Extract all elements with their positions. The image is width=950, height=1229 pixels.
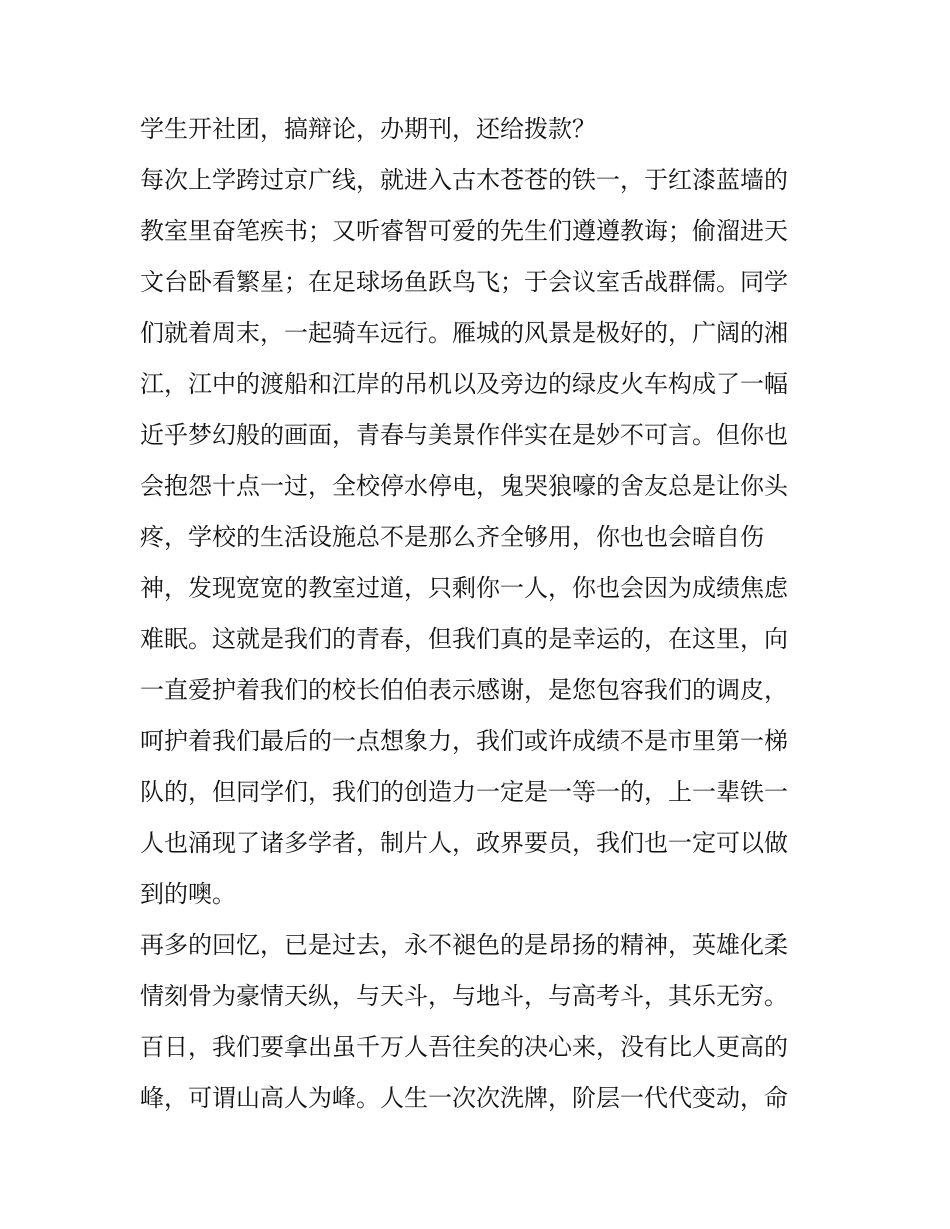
body-text: [140, 104, 820, 1124]
text-line: 峰，可谓山高人为峰。人生一次次洗牌，阶层一代代变动，命: [140, 1084, 788, 1112]
text-line: 队的，但同学们，我们的创造力一定是一等一的，上一辈铁一: [140, 778, 788, 806]
text-line: 近乎梦幻般的画面，青春与美景作伴实在是妙不可言。但你也: [140, 421, 788, 449]
text-line: 情刻骨为豪情天纵，与天斗，与地斗，与高考斗，其乐无穷。: [140, 982, 788, 1010]
text-line: 教室里奋笔疾书；又听睿智可爱的先生们遵遵教诲；偷溜进天: [140, 217, 788, 245]
text-line: 疼，学校的生活设施总不是那么齐全够用，你也也会暗自伤: [140, 523, 764, 551]
text-line: 再多的回忆，已是过去，永不褪色的是昂扬的精神，英雄化柔: [140, 931, 788, 959]
text-line: 会抱怨十点一过，全校停水停电，鬼哭狼嚎的舍友总是让你头: [140, 472, 788, 500]
text-line: 神，发现宽宽的教室过道，只剩你一人，你也会因为成绩焦虑: [140, 574, 788, 602]
text-line: 们就着周末，一起骑车远行。雁城的风景是极好的，广阔的湘: [140, 319, 788, 347]
text-line: 一直爱护着我们的校长伯伯表示感谢，是您包容我们的调皮，: [140, 676, 788, 704]
text-line: 呵护着我们最后的一点想象力，我们或许成绩不是市里第一梯: [140, 727, 788, 755]
text-line: 人也涌现了诸多学者，制片人，政界要员，我们也一定可以做: [140, 829, 788, 857]
text-line: 学生开社团，搞辩论，办期刊，还给拨款？: [140, 115, 596, 143]
text-line: 每次上学跨过京广线，就进入古木苍苍的铁一，于红漆蓝墙的: [140, 166, 788, 194]
text-line: 文台卧看繁星；在足球场鱼跃鸟飞；于会议室舌战群儒。同学: [140, 268, 788, 296]
text-line: 江，江中的渡船和江岸的吊机以及旁边的绿皮火车构成了一幅: [140, 370, 788, 398]
text-line: 百日，我们要拿出虽千万人吾往矣的决心来，没有比人更高的: [140, 1033, 788, 1061]
text-line: 难眠。这就是我们的青春，但我们真的是幸运的，在这里，向: [140, 625, 788, 653]
text-line: 到的噢。: [140, 880, 236, 908]
